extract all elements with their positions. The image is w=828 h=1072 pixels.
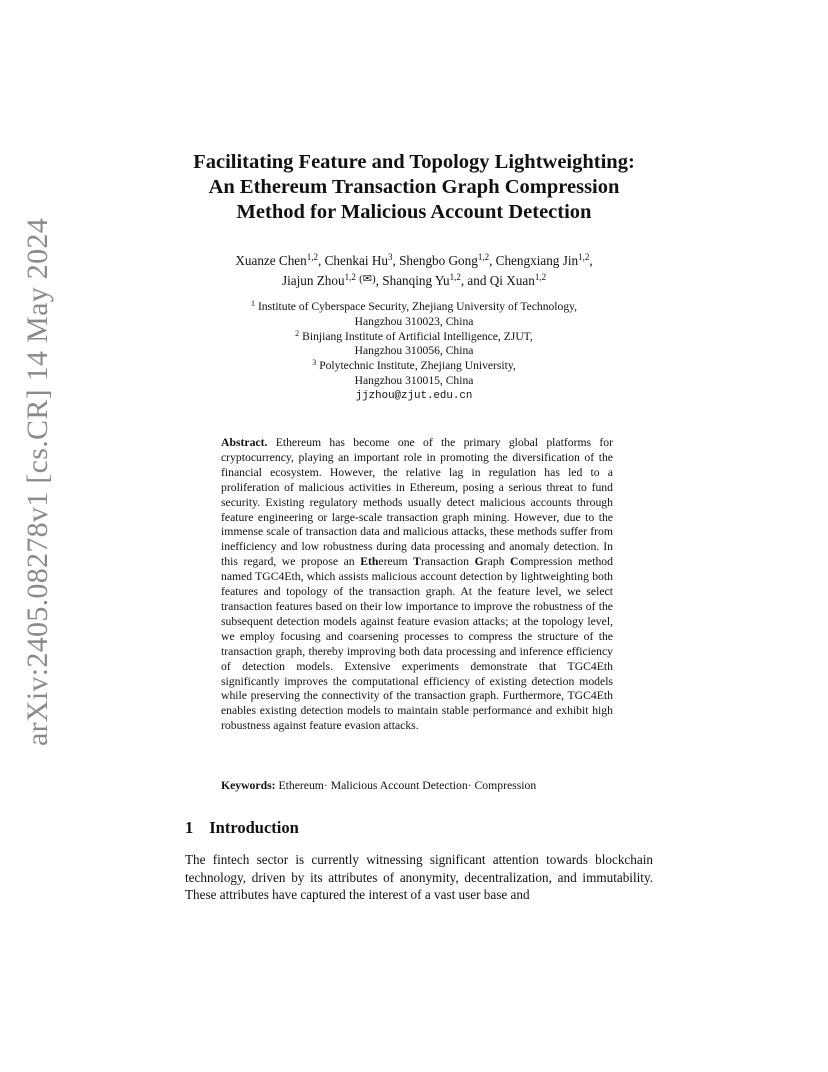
affiliation-line: Hangzhou 310015, China xyxy=(354,373,474,387)
affiliation-line: $^3$ Polytechnic Institute, Zhejiang University, xyxy=(312,358,516,373)
author-name: Shengbo Gong xyxy=(399,253,478,268)
acronym-rest: ransaction xyxy=(420,555,475,569)
affiliation-line: Hangzhou 310023, China xyxy=(354,314,474,328)
affiliation-line: $^1$ Institute of Cyberspace Security, Zhejiang University of Technology, xyxy=(250,299,578,313)
email-address: jjzhou@zjut.edu.cn xyxy=(355,389,473,402)
author-affil-mark: 1,2 xyxy=(306,252,318,262)
arxiv-identifier-text: arXiv:2405.08278v1 [cs.CR] 14 May 2024 xyxy=(21,217,54,747)
arxiv-identifier xyxy=(8,217,68,747)
author-affil-mark: 1,2 xyxy=(344,272,356,282)
abstract-label: Abstract. xyxy=(221,436,268,449)
envelope-icon: (✉) xyxy=(359,273,376,285)
author-name: Xuanze Chen xyxy=(235,253,307,268)
abstract-text: method named TGC4Eth, which assists malicious account detection by lightweighting both features and topology of the transaction graph. At the feature level, we select transaction features based on their low importance to improve the robustness of the subsequent detection models against feature evasion attacks; at the topology level, we employ focusing and coarsening processes to compress the structure of the transaction graph, thereby improving both data processing and inference efficiency of detection models. Extensive experiments demonstrate that TGC4Eth significantly improves the computational efficiency of existing detection models while preserving the connectivity of the transaction graph. Furthermore, TGC4Eth enables existing detection models to maintain stable performance and exhibit high robustness against feature evasion attacks. xyxy=(221,555,613,733)
and-word: and xyxy=(467,273,487,288)
author-affil-mark: 1,2 xyxy=(578,252,590,262)
affiliation-line: Hangzhou 310056, China xyxy=(354,344,474,358)
section-heading xyxy=(185,818,299,838)
author-affil-mark: 1,2 xyxy=(477,252,490,262)
author-affil-mark: 1,2 xyxy=(534,272,547,282)
title-line: Method for Malicious Account Detection xyxy=(236,201,592,223)
acronym-letter: T xyxy=(413,555,421,569)
title-line: An Ethereum Transaction Graph Compression xyxy=(208,176,620,198)
keywords-label: Keywords: xyxy=(221,779,276,792)
author-affil-mark: 3 xyxy=(387,252,393,262)
acronym-letter: Eth xyxy=(360,555,379,569)
abstract xyxy=(221,436,613,734)
author-name: Shanqing Yu xyxy=(382,273,450,288)
author-name: Chenkai Hu xyxy=(324,253,388,268)
section-number: 1 xyxy=(185,818,194,837)
author-list: Xuanze Chen$^{1,2}$, Chenkai Hu$^3$, Shengbo Gong$^{1,2}$, Chengxiang Jin$^{1,2}$, Jiajun Zhou$^{1,2}$ (✉), Shanqing Yu$^{1,2}$, and Qi Xuan$^{1,2}$ xyxy=(235,252,593,288)
section-title: Introduction xyxy=(209,818,299,837)
author-name: Chengxiang Jin xyxy=(495,253,579,268)
acronym-letter: G xyxy=(474,555,484,569)
acronym-letter: C xyxy=(510,555,519,569)
title-line: Facilitating Feature and Topology Lightweighting: xyxy=(193,151,635,173)
author-affil-mark: 1,2 xyxy=(449,272,461,282)
intro-paragraph: The fintech sector is currently witnessing significant attention towards blockchain technology, driven by its attributes of anonymity, decentralization, and immutability. These attributes have captured the interest of a vast user base and xyxy=(185,852,653,902)
keywords-text: Ethereum· Malicious Account Detection· Compression xyxy=(278,779,537,792)
author-name: Jiajun Zhou xyxy=(281,273,345,288)
abstract-text: Ethereum has become one of the primary global platforms for cryptocurrency, playing an important role in promoting the diversification of the financial ecosystem. However, the relative lag in regulation has led to a proliferation of malicious activities in Ethereum, posing a serious threat to fund security. Existing regulatory methods usually detect malicious accounts through feature engineering or large-scale transaction graph mining. However, due to the immense scale of transaction data and malicious attacks, these methods suffer from inefficiency and low robustness during data processing and anomaly detection. In this regard, we propose an xyxy=(221,436,614,569)
affiliations xyxy=(160,300,668,404)
acronym-rest: raph xyxy=(483,555,511,569)
paper-title xyxy=(160,150,668,225)
acronym-rest: ereum xyxy=(378,555,414,569)
acronym-rest: ompression xyxy=(518,555,573,569)
affiliation-line: $^2$ Binjiang Institute of Artificial Intelligence, ZJUT, xyxy=(295,328,533,343)
author-name: Qi Xuan xyxy=(489,273,535,288)
keywords xyxy=(221,779,613,794)
